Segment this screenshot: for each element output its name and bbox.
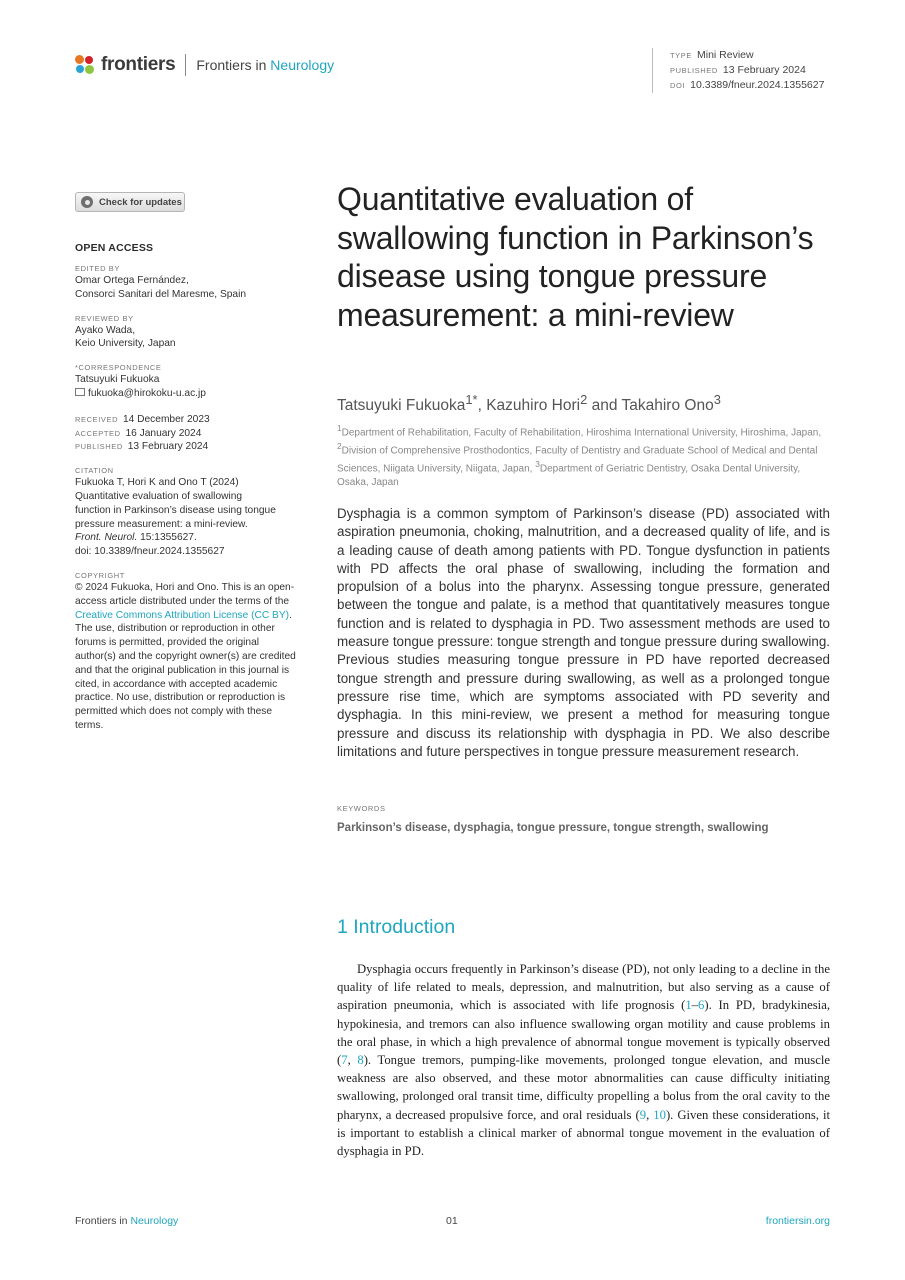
reference-link[interactable]: 8 (357, 1053, 364, 1068)
author-list (337, 392, 830, 415)
citation-line: pressure measurement: a mini-review. (75, 518, 248, 530)
date-received-value: 14 December 2023 (123, 413, 210, 425)
reference-link[interactable]: 1 (685, 998, 692, 1013)
intro-text: Dysphagia occurs frequently in Parkinson’s disease (PD), not only leading to a decline in the quality of life related to meals, depression, and malnutrition, but also serving as a cause of aspiration pneumonia, which is associated with life prognosis ( (337, 962, 830, 1013)
date-received (75, 413, 297, 427)
citation-line: Fukuoka T, Hori K and Ono T (2024) (75, 477, 239, 489)
citation-line: Quantitative evaluation of swallowing (75, 490, 243, 502)
journal-name[interactable] (196, 57, 334, 73)
author-name[interactable]: Kazuhiro Hori (486, 397, 581, 415)
date-accepted-value: 16 January 2024 (125, 427, 202, 439)
footer-journal-prefix: Frontiers in (75, 1215, 128, 1227)
affiliations (337, 422, 830, 490)
author-affiliation-sup: 2 (580, 392, 588, 407)
date-received-label: RECEIVED (75, 414, 119, 424)
intro-text: – (691, 998, 699, 1013)
correspondence-name: Tatsuyuki Fukuoka (75, 374, 160, 386)
date-published (75, 440, 297, 454)
page-number: 01 (446, 1215, 458, 1227)
check-for-updates-label: Check for updates (99, 196, 182, 208)
intro-text: , (646, 1107, 654, 1122)
reviewed-by-name: Ayako Wada, (75, 324, 136, 336)
cc-by-license-link[interactable]: Creative Commons Attribution License (CC BY) (75, 609, 290, 621)
article-sidebar (75, 192, 297, 733)
meta-published (670, 63, 824, 78)
citation-line: function in Parkinson’s disease using tongue (75, 504, 276, 516)
date-accepted-label: ACCEPTED (75, 428, 121, 438)
journal-title: Neurology (270, 57, 335, 73)
date-published-label: PUBLISHED (75, 442, 123, 452)
keywords: Parkinson’s disease, dysphagia, tongue pressure, tongue strength, swallowing (337, 822, 769, 834)
reference-link[interactable]: 9 (639, 1107, 647, 1122)
citation-volume: 15:1355627. (140, 532, 197, 544)
reviewed-by-label: REVIEWED BY (75, 313, 134, 323)
update-icon (81, 196, 93, 208)
intro-text: ). In PD, bradykinesia, hypokinesia, and tremors can also influence swallowing organ motility and cause problems in the oral phase, in which a high prevalence of abnormal tongue movement is typically observed ( (337, 998, 831, 1068)
affiliation-text: Department of Geriatric Dentistry, Osaka Dental University, Osaka, Japan (337, 463, 801, 489)
edited-by-affiliation: Consorci Sanitari del Maresme, Spain (75, 288, 246, 300)
meta-type-value: Mini Review (697, 49, 754, 61)
footer-journal[interactable] (75, 1215, 178, 1227)
correspondence-label: *CORRESPONDENCE (75, 363, 162, 373)
affiliation-text: Department of Rehabilitation, Faculty of Rehabilitation, Hiroshima International University, Hiroshima, Japan, (341, 427, 822, 439)
copyright-text-end: . The use, distribution or reproduction in other forums is permitted, provided the original author(s) and the copyright owner(s) are credited and that the original publication in this journal is cited, in accordance with accepted academic practice. No use, distribution or reproduction is permitted which does not comply with these terms. (75, 609, 296, 731)
citation-doi[interactable]: doi: 10.3389/fneur.2024.1355627 (75, 546, 225, 558)
meta-published-value: 13 February 2024 (722, 64, 806, 76)
copyright-text (75, 581, 297, 733)
meta-published-label: PUBLISHED (670, 66, 718, 75)
citation-label: CITATION (75, 466, 114, 476)
intro-text: ). Tongue tremors, pumping-like movements, prolonged tongue elevation, and muscle weakness are also observed, and these motor abnormalities can cause difficulty initiating swallowing, prolonged oral transit time, difficulty propelling a bolus from the oral cavity to the pharynx, a decreased propulsive force, and oral residuals ( (337, 1053, 831, 1122)
intro-text: , (347, 1053, 358, 1068)
footer-journal-title: Neurology (130, 1215, 179, 1227)
check-for-updates-button[interactable] (75, 192, 185, 212)
author-name[interactable]: Takahiro Ono (621, 397, 714, 415)
mail-icon (75, 388, 85, 396)
abstract: Dysphagia is a common symptom of Parkinson’s disease (PD) associated with aspiration pneumonia, choking, malnutrition, and a decreased quality of life, and is a leading cause of death among patients with PD. Tongue dysfunction in patients with PD affects the oral phase of swallowing, including the formation and propulsion of a bolus into the pharynx. Assessing tongue pressure, generated between the tongue and palate, is a method that quantitatively measures tongue function and is related to dysphagia in PD. Two assessment methods are used to measure tongue pressure: tongue strength and tongue pressure during swallowing. Previous studies measuring tongue pressure in PD have reported decreased tongue strength and pressure during swallowing, as well as a prolonged tongue pressure rise time, which are symptoms associated with PD severity and dysphagia. In this mini-review, we present a method for measuring tongue pressure and discuss its relationship with dysphagia in PD. We also describe limitations and future perspectives in tongue pressure measurement research. (337, 506, 830, 759)
intro-text: ). Given these considerations, it is important to establish a clinical marker of abnormal tongue movement in the evaluation of dysphagia in PD. (337, 1107, 831, 1159)
correspondence-email[interactable]: fukuoka@hirokoku-u.ac.jp (88, 387, 206, 399)
affiliation-sup: 3 (535, 459, 540, 470)
edited-by-name: Omar Ortega Fernández, (75, 275, 189, 286)
citation-journal: Front. Neurol. (75, 532, 138, 544)
dates-block (75, 413, 297, 454)
open-access-label: OPEN ACCESS (75, 242, 154, 254)
meta-doi[interactable] (670, 78, 824, 93)
article-title: Quantitative evaluation of swallowing function in Parkinson’s disease using tongue pressure measurement: a mini-review (337, 181, 814, 333)
reference-link[interactable]: 10 (653, 1107, 666, 1122)
author-affiliation-sup: 1* (465, 392, 478, 407)
author-affiliation-sup: 3 (713, 392, 721, 407)
reference-link[interactable]: 7 (341, 1053, 348, 1068)
copyright-label: COPYRIGHT (75, 570, 125, 580)
logo-wordmark: frontiers (101, 54, 176, 75)
introduction-paragraph (337, 960, 830, 1160)
logo-divider (185, 54, 186, 76)
affiliation-sup: 1 (337, 423, 342, 433)
reference-link[interactable]: 6 (698, 998, 705, 1013)
frontiers-logo-icon (75, 55, 95, 75)
meta-type-label: TYPE (670, 51, 692, 60)
footer-site-link[interactable]: frontiersin.org (765, 1215, 830, 1227)
author-name[interactable]: Tatsuyuki Fukuoka (337, 397, 466, 415)
meta-doi-value[interactable]: 10.3389/fneur.2024.1355627 (690, 79, 825, 91)
affiliation-sup: 2 (337, 441, 342, 452)
journal-prefix: Frontiers in (196, 57, 267, 73)
meta-doi-label: DOI (670, 81, 686, 90)
affiliation-text: Division of Comprehensive Prosthodontics, Faculty of Dentistry and Graduate School of Medical and Dental Sciences, Niigata University, Niigata, Japan, (337, 445, 818, 475)
correspondence-email-row[interactable] (75, 387, 297, 401)
reviewed-by-affiliation: Keio University, Japan (75, 338, 176, 350)
article-meta (652, 48, 824, 93)
keywords-label: KEYWORDS (337, 804, 386, 813)
date-accepted (75, 427, 297, 441)
section-heading-introduction: 1 Introduction (337, 916, 456, 938)
author-separator: , (477, 397, 487, 415)
date-published-value: 13 February 2024 (127, 441, 209, 453)
author-separator: and (587, 397, 622, 415)
frontiers-logo[interactable] (75, 54, 334, 76)
meta-type (670, 48, 824, 63)
edited-by-label: EDITED BY (75, 264, 120, 273)
citation-journal-line (75, 531, 297, 545)
copyright-text-start: © 2024 Fukuoka, Hori and Ono. This is an open-access article distributed under the terms of the (75, 581, 295, 607)
